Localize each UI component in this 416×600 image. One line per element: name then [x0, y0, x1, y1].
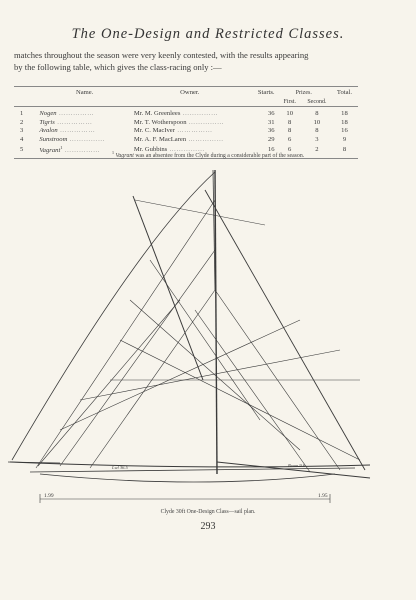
header-name: Name. [37, 87, 132, 98]
header-starts: Starts. [248, 87, 277, 98]
sheet-line [120, 340, 360, 460]
starts-cell: 31 [267, 118, 275, 126]
hull-keel [40, 474, 335, 482]
total-cell: 16 [341, 127, 348, 134]
dot-leader: …………… [67, 135, 105, 143]
mainsail-leech [205, 190, 365, 470]
topsail-yard [135, 200, 265, 225]
bowsprit [8, 462, 60, 463]
second-cell: 2 [303, 144, 331, 158]
total-cell: 18 [341, 110, 348, 117]
yacht-name: Vagrant [39, 147, 61, 155]
sheet-line [195, 310, 310, 472]
aft-dimension-label: 1.95 [318, 493, 328, 499]
footnote-yacht-name: Vagrant [115, 152, 134, 159]
row-number: 5 [14, 144, 37, 158]
sheet-line [150, 260, 260, 420]
sheet-line [90, 290, 215, 468]
dot-leader: …………… [62, 147, 101, 155]
total-cell: 9 [342, 135, 347, 143]
hull-sheer [10, 462, 370, 467]
running-head: The One-Design and Restricted Classes. [71, 26, 345, 42]
footnote-text: was an absentee from the Clyde during a considerable part of the season. [133, 152, 305, 159]
jib-sail [12, 172, 215, 460]
owner-name: Mr. T. Wotherspoon [133, 118, 187, 126]
starts-cell: 36 [267, 110, 275, 117]
footnote-mark: 1 [60, 145, 63, 150]
owner-name: Mr. A. F. MacLaren [133, 135, 187, 143]
intro-line: by the following table, which gives the class-racing only :— [14, 62, 222, 72]
dot-leader: …………… [186, 118, 225, 126]
footnote-mark: 1 [111, 150, 115, 155]
second-cell: 8 [315, 127, 319, 134]
sheet-line [60, 320, 300, 430]
page-number: 293 [200, 521, 216, 532]
first-cell: 6 [288, 135, 292, 143]
first-cell: 6 [277, 144, 303, 158]
dot-leader: …………… [56, 110, 95, 117]
yacht-name: Avalon [39, 127, 58, 134]
header-first: First. [277, 98, 303, 107]
second-cell: 3 [315, 135, 319, 143]
fore-dimension-label: 1.99 [44, 493, 54, 499]
header-second: Second. [303, 98, 331, 107]
owner-name: Mr. M. Greenlees [133, 110, 181, 117]
starts-cell: 16 [248, 144, 277, 158]
owner-name: Mr. Gubbins [133, 145, 168, 153]
intro-line: matches throughout the season were very keenly contested, with the results appearing [14, 50, 309, 60]
dot-leader: …………… [186, 135, 224, 143]
header-total: Total. [331, 87, 358, 98]
dot-leader: …………… [57, 127, 96, 134]
total-cell: 18 [341, 118, 348, 126]
dot-leader: …………… [54, 118, 93, 126]
row-number: 2 [20, 118, 24, 126]
total-cell: 8 [331, 144, 358, 158]
yacht-name: Tigris [39, 118, 55, 126]
first-cell: 10 [286, 110, 293, 117]
figure-caption: Clyde 30ft One-Design Class—sail plan. [160, 509, 256, 515]
row-number: 4 [20, 135, 24, 143]
second-cell: 8 [315, 110, 319, 117]
header-prizes: Prizes. [277, 87, 331, 98]
dot-leader: …………… [167, 145, 205, 153]
yacht-name: Nogen [39, 110, 57, 117]
dot-leader: …………… [174, 127, 213, 134]
yacht-name: Sunstroom [39, 135, 68, 143]
second-cell: 10 [313, 118, 321, 126]
beam-label: Beam 9.6 [288, 463, 305, 468]
row-number: 3 [20, 127, 24, 134]
dot-leader: …………… [180, 110, 219, 117]
first-cell: 8 [288, 127, 292, 134]
forestay [36, 200, 215, 468]
starts-cell: 29 [267, 135, 275, 143]
header-owner: Owner. [132, 87, 248, 98]
first-cell: 8 [288, 118, 292, 126]
starts-cell: 36 [267, 127, 275, 134]
lwl-label: Lwl 36.5 [112, 465, 128, 470]
owner-name: Mr. C. MacIver [133, 127, 175, 134]
row-number: 1 [20, 110, 24, 117]
stay-line [60, 250, 215, 466]
sheet-line [80, 350, 340, 400]
